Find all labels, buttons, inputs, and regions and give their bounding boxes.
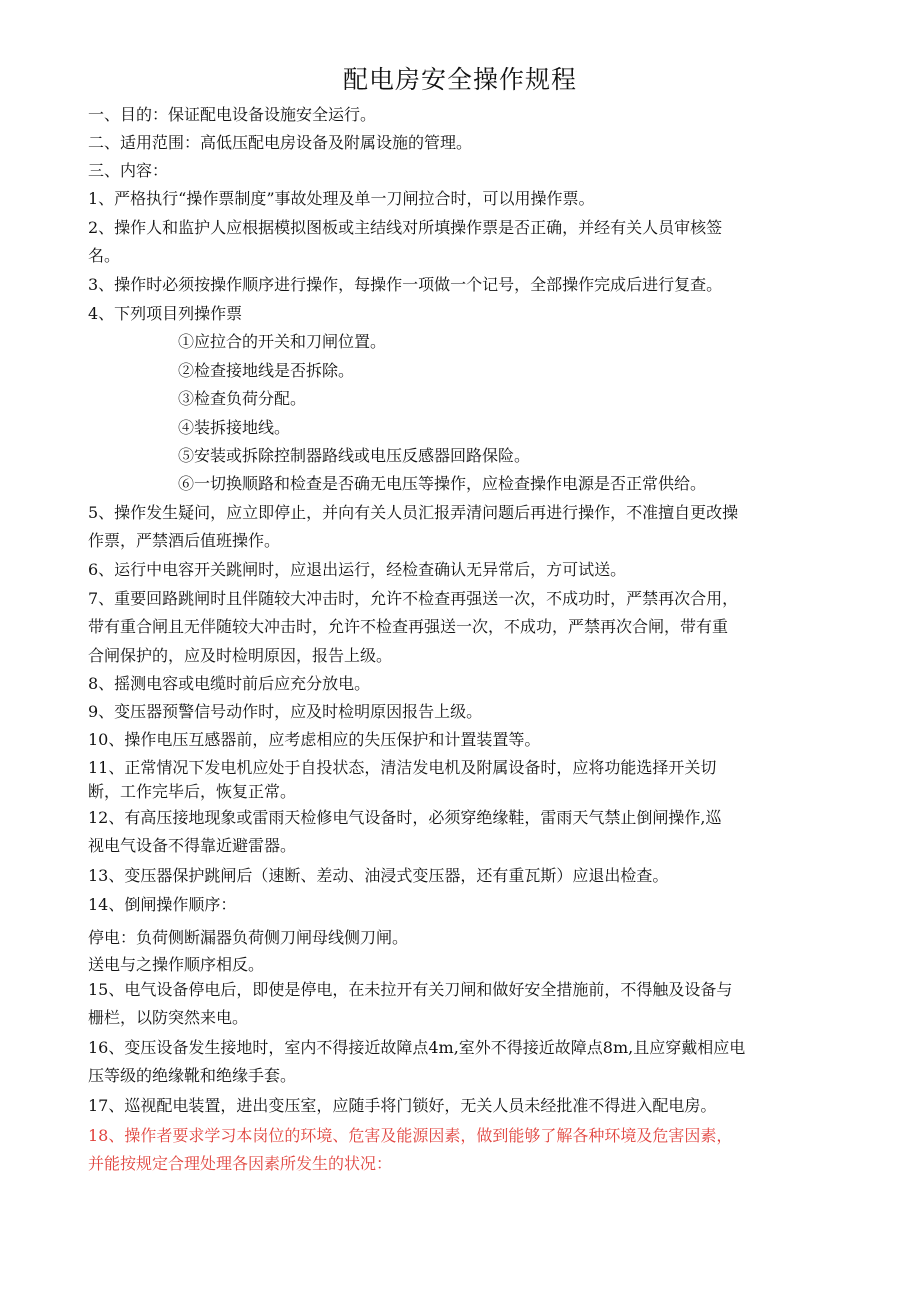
section-scope: 二、适用范围：高低压配电房设备及附属设施的管理。: [88, 133, 473, 152]
clause-15: 15、电气设备停电后，即使是停电，在未拉开有关刀闸和做好安全措施前，不得触及设备与: [88, 980, 733, 999]
clause-2-cont: 名。: [88, 246, 121, 265]
section-content-heading: 三、内容：: [88, 161, 169, 180]
sub-item-3: ③检查负荷分配。: [178, 389, 307, 408]
clause-13: 13、变压器保护跳闸后（速断、差动、油浸式变压器，还有重瓦斯）应退出检查。: [88, 866, 669, 885]
sub-item-6: ⑥一切换顺路和检查是否确无电压等操作，应检查操作电源是否正常供给。: [178, 474, 707, 493]
clause-15-cont: 栅栏，以防突然来电。: [88, 1008, 249, 1027]
clause-12-cont: 视电气设备不得靠近避雷器。: [88, 836, 297, 855]
clause-16: 16、变压设备发生接地时，室内不得接近故障点4m,室外不得接近故障点8m,且应穿戴相应电: [88, 1038, 746, 1057]
clause-5-cont: 作票，严禁酒后值班操作。: [88, 531, 281, 550]
clause-11: 11、正常情况下发电机应处于自投状态，清洁发电机及附属设备时，应将功能选择开关切: [88, 758, 717, 777]
clause-1: 1、严格执行“操作票制度”事故处理及单一刀闸拉合时，可以用操作票。: [88, 189, 595, 208]
clause-7-cont-2: 合闸保护的，应及时检明原因，报告上级。: [88, 646, 393, 665]
sub-item-1: ①应拉合的开关和刀闸位置。: [178, 332, 387, 351]
clause-7: 7、重要回路跳闸时且伴随较大冲击时，允许不检查再强送一次，不成功时，严禁再次合用，: [88, 589, 739, 608]
clause-9: 9、变压器预警信号动作时，应及时检明原因报告上级。: [88, 702, 483, 721]
clause-2: 2、操作人和监护人应根据模拟图板或主结线对所填操作票是否正确，并经有关人员审核签: [88, 218, 723, 237]
power-on-sequence: 送电与之操作顺序相反。: [88, 955, 265, 974]
clause-10: 10、操作电压互感器前，应考虑相应的失压保护和计置装置等。: [88, 730, 541, 749]
sub-item-2: ②检查接地线是否拆除。: [178, 361, 355, 380]
clause-16-cont: 压等级的绝缘靴和绝缘手套。: [88, 1066, 297, 1085]
clause-12: 12、有高压接地现象或雷雨天检修电气设备时，必须穿绝缘鞋，雷雨天气禁止倒闸操作,巡: [88, 808, 722, 827]
clause-4: 4、下列项目列操作票: [88, 304, 243, 323]
clause-5: 5、操作发生疑问，应立即停止，并向有关人员汇报弄清问题后再进行操作，不准擅自更改操: [88, 503, 739, 522]
clause-14: 14、倒闸操作顺序：: [88, 895, 237, 914]
section-purpose: 一、目的：保证配电设备设施安全运行。: [88, 105, 377, 124]
clause-11-cont: 断，工作完毕后，恢复正常。: [88, 782, 297, 801]
clause-8: 8、摇测电容或电缆时前后应充分放电。: [88, 674, 371, 693]
clause-18-cont: 并能按规定合理处理各因素所发生的状况：: [88, 1154, 393, 1173]
clause-7-cont-1: 带有重合闸且无伴随较大冲击时，允许不检查再强送一次，不成功，严禁再次合闸，带有重: [88, 617, 729, 636]
sub-item-4: ④装拆接地线。: [178, 418, 291, 437]
power-off-sequence: 停电：负荷侧断漏器负荷侧刀闸母线侧刀闸。: [88, 928, 409, 947]
clause-18: 18、操作者要求学习本岗位的环境、危害及能源因素，做到能够了解各种环境及危害因素，: [88, 1126, 733, 1145]
clause-6: 6、运行中电容开关跳闸时，应退出运行，经检查确认无异常后，方可试送。: [88, 560, 627, 579]
clause-3: 3、操作时必须按操作顺序进行操作，每操作一项做一个记号，全部操作完成后进行复查。: [88, 275, 723, 294]
clause-17: 17、巡视配电装置，进出变压室，应随手将门锁好，无关人员未经批准不得进入配电房。: [88, 1096, 717, 1115]
sub-item-5: ⑤安装或拆除控制器路线或电压反感器回路保险。: [178, 446, 531, 465]
page-title: 配电房安全操作规程: [342, 65, 577, 94]
